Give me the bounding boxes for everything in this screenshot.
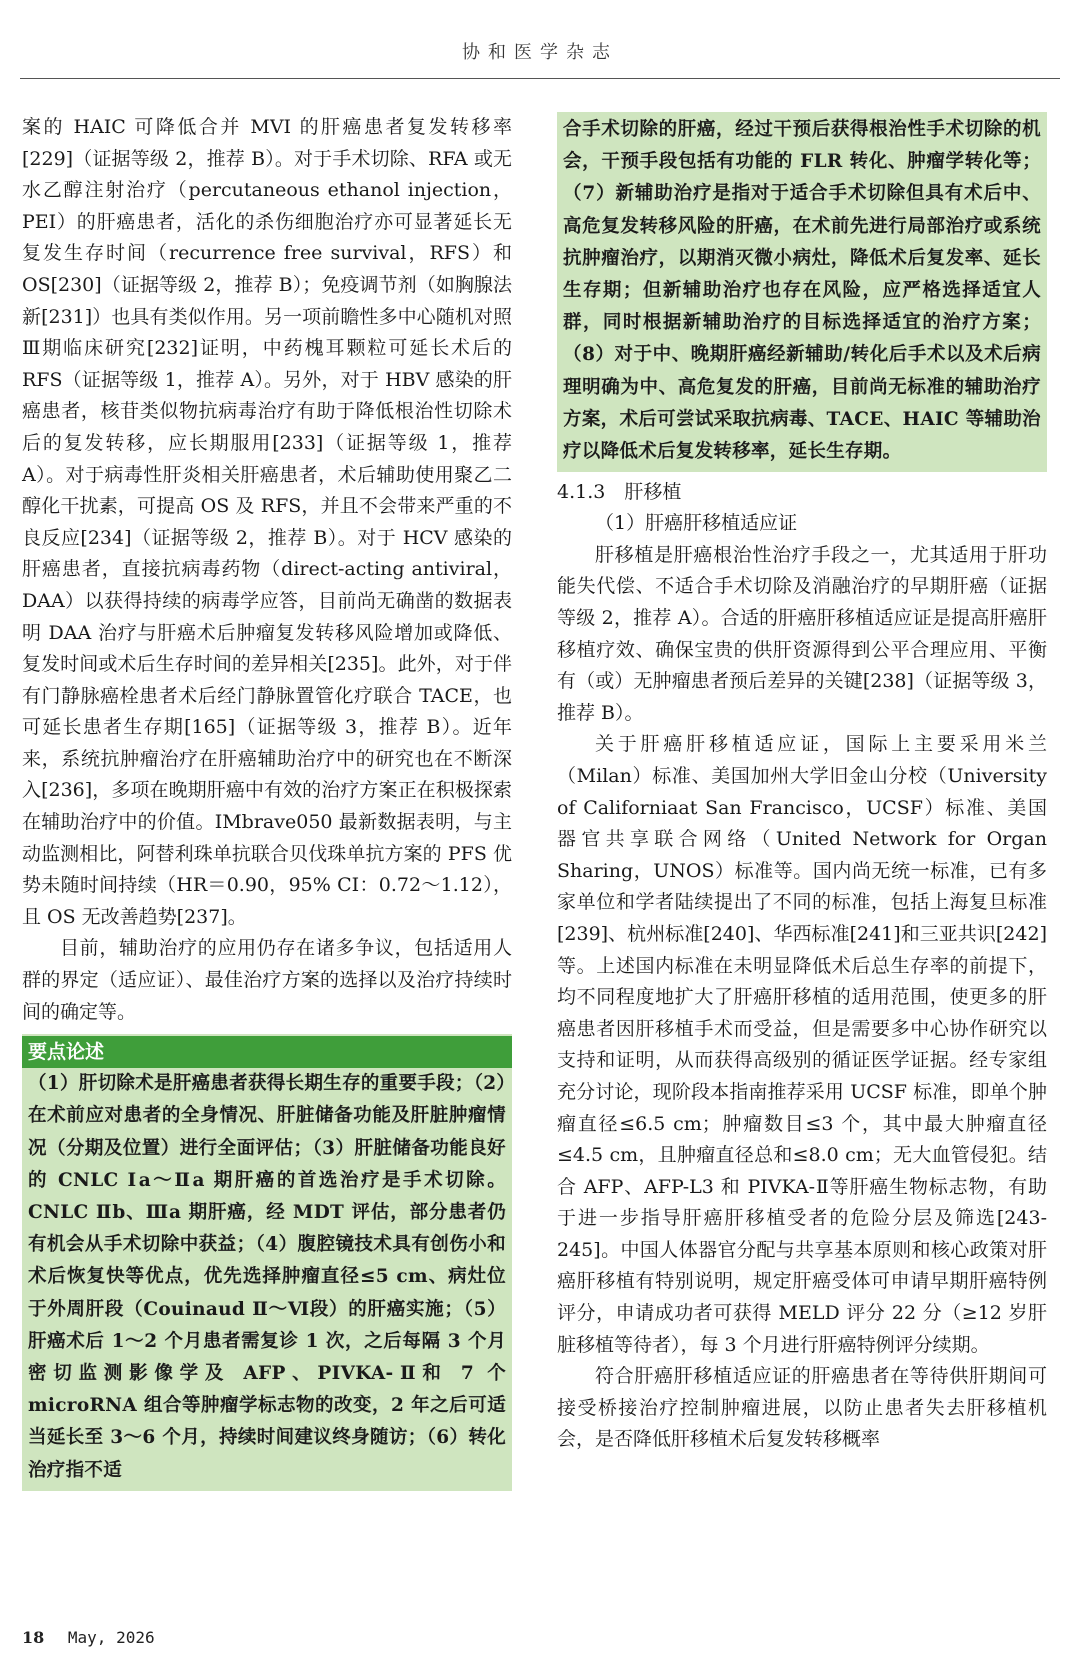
left-column	[22, 112, 512, 1491]
key-points-box	[22, 1034, 512, 1491]
key-points-text: （1）肝切除术是肝癌患者获得长期生存的重要手段；（2）在术前应对患者的全身情况、肝脏储备功能及肝脏肿瘤情况（分期及位置）进行全面评估；（3）肝脏储备功能良好的 CNLC Ⅰa～Ⅱa 期肝癌的首选治疗是手术切除。CNLC Ⅱb、Ⅲa 期肝癌，经 MDT 评估，部分患者仍有机会从手术切除中获益；（4）腹腔镜技术具有创伤小和术后恢复快等优点，优先选择肿瘤直径≤5 cm、病灶位于外周肝段（Couinaud Ⅱ～Ⅵ段）的肝癌实施；（5）肝癌术后 1～2 个月患者需复诊 1 次，之后每隔 3 个月密切监测影像学及 AFP、PIVKA-Ⅱ和 7 个 microRNA 组合等肿瘤学标志物的改变，2 年之后可适当延长至 3～6 个月，持续时间建议终身随访；（6）转化治疗指不适	[28, 1073, 506, 1481]
body-paragraph: 肝移植是肝癌根治性治疗手段之一，尤其适用于肝功能失代偿、不适合手术切除及消融治疗的早期肝癌（证据等级 2，推荐 A）。合适的肝癌肝移植适应证是提高肝癌肝移植疗效、确保宝贵的供肝资源得到公平合理应用、平衡有（或）无肿瘤患者预后差异的关键[238]（证据等级 3，推荐 B）。	[557, 543, 1047, 724]
body-paragraph: 案的 HAIC 可降低合并 MVI 的肝癌患者复发转移率[229]（证据等级 2，推荐 B）。对于手术切除、RFA 或无水乙醇注射治疗（percutaneous ethanol injection，PEI）的肝癌患者，活化的杀伤细胞治疗亦可显著延长无复发生存时间（recurrence free survival，RFS）和 OS[230]（证据等级 2，推荐 B）；免疫调节剂（如胸腺法新[231]）也具有类似作用。另一项前瞻性多中心随机对照Ⅲ期临床研究[232]证明，中药槐耳颗粒可延长术后的 RFS（证据等级 1，推荐 A）。另外，对于 HBV 感染的肝癌患者，核苷类似物抗病毒治疗有助于降低根治性切除术后的复发转移，应长期服用[233]（证据等级 1，推荐 A）。对于病毒性肝炎相关肝癌患者，术后辅助使用聚乙二醇化干扰素，可提高 OS 及 RFS，并且不会带来严重的不良反应[234]（证据等级 2，推荐 B）。对于 HCV 感染的肝癌患者，直接抗病毒药物（direct-acting antiviral，DAA）以获得持续的病毒学应答，目前尚无确凿的数据表明 DAA 治疗与肝癌术后肿瘤复发转移风险增加或降低、复发时间或术后生存时间的差异相关[235]。此外，对于伴有门静脉癌栓患者术后经门静脉置管化疗联合 TACE，也可延长患者生存期[165]（证据等级 3，推荐 B）。近年来，系统抗肿瘤治疗在肝癌辅助治疗中的研究也在不断深入[236]，多项在晚期肝癌中有效的治疗方案正在积极探索在辅助治疗中的价值。IMbrave050 最新数据表明，与主动监测相比，阿替利珠单抗联合贝伐珠单抗方案的 PFS 优势未随时间持续（HR＝0.90，95% CI：0.72～1.12），且 OS 无改善趋势[237]。	[22, 116, 512, 928]
section-heading: 4.1.3 肝移植	[557, 481, 682, 504]
issue-date: May, 2026	[67, 1628, 155, 1647]
body-paragraph: 符合肝癌肝移植适应证的肝癌患者在等待供肝期间可接受桥接治疗控制肿瘤进展，以防止患者失去肝移植机会，是否降低肝移植术后复发转移概率	[557, 1365, 1047, 1451]
page-number: 18	[22, 1628, 45, 1647]
key-points-box-continued	[557, 112, 1047, 472]
body-paragraph: 关于肝癌肝移植适应证，国际上主要采用米兰（Milan）标准、美国加州大学旧金山分校（University of Californiaat San Francisco，UCSF）标准、美国器官共享联合网络（United Network for Organ Sharing，UNOS）标准等。国内尚无统一标准，已有多家单位和学者陆续提出了不同的标准，包括上海复旦标准[239]、杭州标准[240]、华西标准[241]和三亚共识[242]等。上述国内标准在未明显降低术后总生存率的前提下，均不同程度地扩大了肝癌肝移植的适用范围，使更多的肝癌患者因肝移植手术而受益，但是需要多中心协作研究以支持和证明，从而获得高级别的循证医学证据。经专家组充分讨论，现阶段本指南推荐采用 UCSF 标准，即单个肿瘤直径≤6.5 cm；肿瘤数目≤3 个，其中最大肿瘤直径≤4.5 cm，且肿瘤直径总和≤8.0 cm；无大血管侵犯。结合 AFP、AFP-L3 和 PIVKA-Ⅱ等肝癌生物标志物，有助于进一步指导肝癌肝移植受者的危险分层及筛选[243-245]。中国人体器官分配与共享基本原则和核心政策对肝癌肝移植有特别说明，规定肝癌受体可申请早期肝癌特例评分，申请成功者可获得 MELD 评分 22 分（≥12 岁肝脏移植等待者），每 3 个月进行肝癌特例评分续期。	[557, 733, 1047, 1356]
right-column	[557, 112, 1047, 1456]
body-paragraph: 目前，辅助治疗的应用仍存在诸多争议，包括适用人群的界定（适应证）、最佳治疗方案的选择以及治疗持续时间的确定等。	[22, 937, 512, 1023]
journal-header: 协和医学杂志	[462, 42, 618, 63]
header-divider	[20, 78, 1060, 79]
page-footer	[22, 1628, 155, 1647]
key-points-text: 合手术切除的肝癌，经过干预后获得根治性手术切除的机会，干预手段包括有功能的 FLR 转化、肿瘤学转化等；（7）新辅助治疗是指对于适合手术切除但具有术后中、高危复发转移风险的肝癌，在术前先进行局部治疗或系统抗肿瘤治疗，以期消灭微小病灶，降低术后复发率、延长生存期；但新辅助治疗也存在风险，应严格选择适宜人群，同时根据新辅助治疗的目标选择适宜的治疗方案；（8）对于中、晚期肝癌经新辅助/转化后手术以及术后病理明确为中、高危复发的肝癌，目前尚无标准的辅助治疗方案，术后可尝试采取抗病毒、TACE、HAIC 等辅助治疗以降低术后复发转移率，延长生存期。	[563, 119, 1041, 463]
key-points-title: 要点论述	[22, 1036, 512, 1068]
subsection-heading: （1）肝癌肝移植适应证	[595, 512, 798, 535]
